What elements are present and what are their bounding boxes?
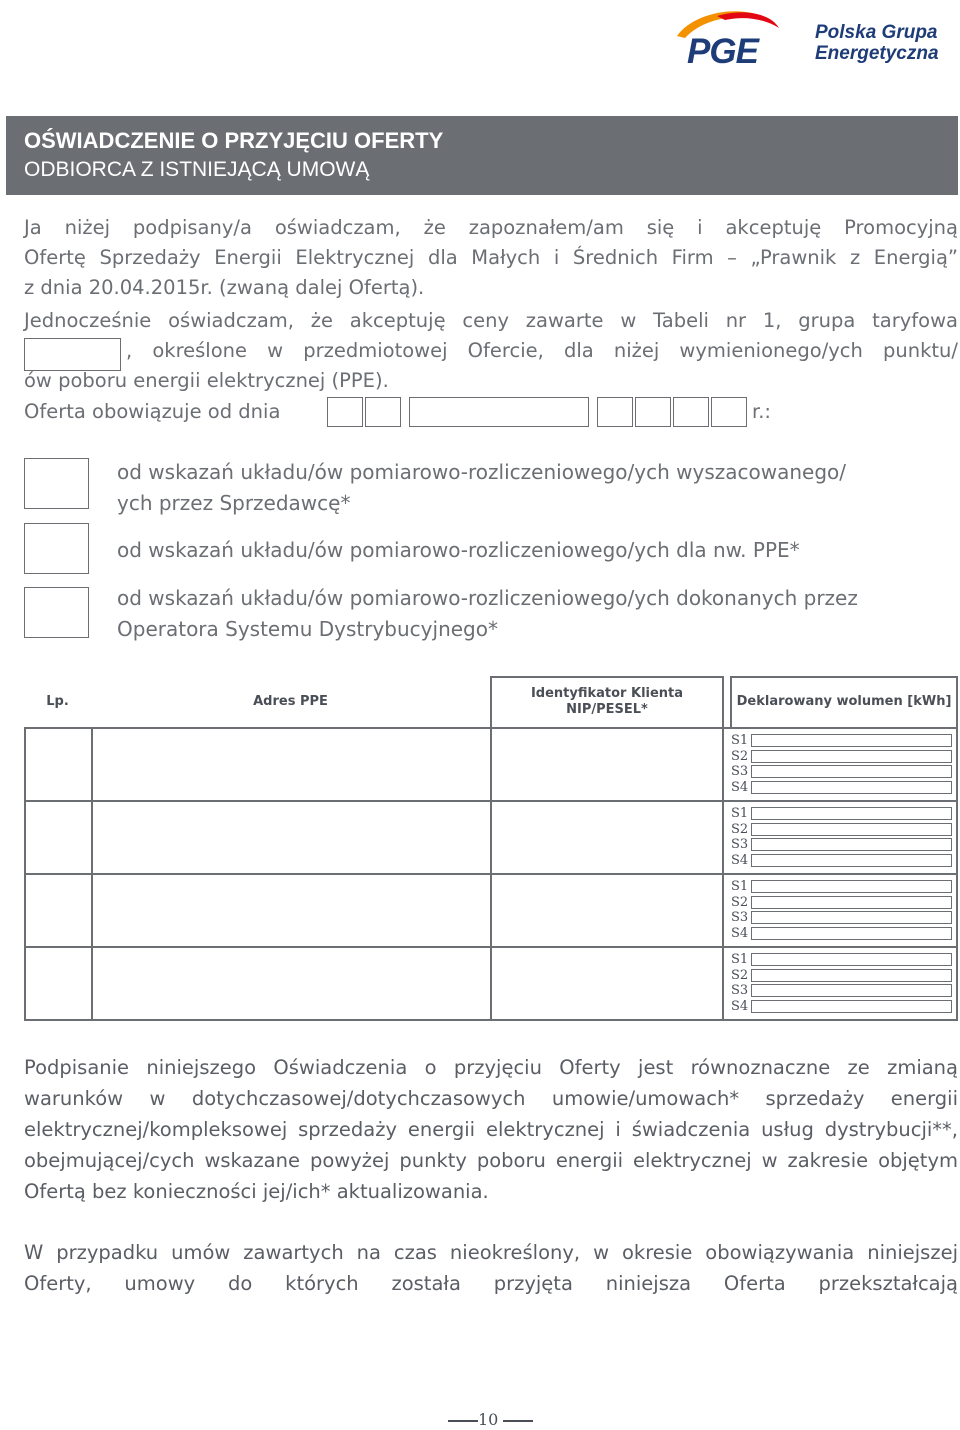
column-header-identifier-line2: NIP/PESEL* <box>566 702 648 717</box>
zone-label: S3 <box>731 910 749 925</box>
option-label-operator-line1: od wskazań układu/ów pomiarowo-rozliczeniowego/ych dokonanych przez <box>117 586 858 610</box>
column-header-volume: Deklarowany wolumen [kWh] <box>736 694 952 709</box>
zone-label: S2 <box>731 967 749 983</box>
date-year-digit-4[interactable] <box>711 397 747 427</box>
zone-volume-field[interactable] <box>751 823 952 836</box>
footer-paragraph-2: W przypadku umów zawartych na czas nieokreślony, w okresie obowiązywania niniejszej Oferty, umowy do których została przyjęta niniejsza Oferta przekształcają <box>24 1241 958 1295</box>
page-number: 10 <box>478 1410 499 1429</box>
zone-label: S3 <box>731 764 749 779</box>
document-subtitle: ODBIORCA Z ISTNIEJĄCĄ UMOWĄ <box>24 158 370 181</box>
zone-label: S1 <box>731 733 749 748</box>
zone-volume-field[interactable] <box>751 969 952 982</box>
zone-label: S1 <box>731 952 749 967</box>
zone-volume-field[interactable] <box>751 927 952 940</box>
date-day-digit-2[interactable] <box>365 397 401 427</box>
date-month-field[interactable] <box>409 397 589 427</box>
column-header-identifier-line1: Identyfikator Klienta <box>530 686 684 701</box>
zone-label: S3 <box>731 983 749 998</box>
date-year-digit-3[interactable] <box>673 397 709 427</box>
zone-label: S1 <box>731 806 749 821</box>
date-year-digit-1[interactable] <box>597 397 633 427</box>
zone-label: S2 <box>731 748 749 764</box>
zone-label: S1 <box>731 879 749 894</box>
zone-label: S4 <box>731 852 749 868</box>
zone-volume-field[interactable] <box>751 750 952 763</box>
option-label-ppe: od wskazań układu/ów pomiarowo-rozliczeniowego/ych dla nw. PPE* <box>117 538 800 562</box>
intro-line-3: z dnia 20.04.2015r. (zwaną dalej Ofertą). <box>24 276 425 299</box>
zone-label: S4 <box>731 779 749 795</box>
zone-volume-field[interactable] <box>751 1000 952 1013</box>
date-label: Oferta obowiązuje od dnia <box>24 400 281 423</box>
zone-volume-field[interactable] <box>751 953 952 966</box>
zone-volume-field[interactable] <box>751 911 952 924</box>
zone-volume-field[interactable] <box>751 734 952 747</box>
zone-volume-field[interactable] <box>751 880 952 893</box>
column-header-identifier <box>490 686 724 718</box>
date-day-digit-1[interactable] <box>327 397 363 427</box>
zone-volume-field[interactable] <box>751 854 952 867</box>
option-checkbox-operator[interactable] <box>24 587 89 638</box>
column-header-lp: Lp. <box>46 694 69 709</box>
intro-line-6: ów poboru energii elektrycznej (PPE). <box>24 369 389 392</box>
zone-volume-field[interactable] <box>751 984 952 997</box>
pge-logo <box>655 6 955 70</box>
option-label-operator-line2: Operatora Systemu Dystrybucyjnego* <box>117 617 498 641</box>
zone-volume-field[interactable] <box>751 838 952 851</box>
intro-line-5: , określone w przedmiotowej Ofercie, dla niżej wymienionego/ych punktu/ <box>126 339 958 362</box>
option-checkbox-estimated[interactable] <box>24 458 89 509</box>
zone-label: S4 <box>731 925 749 941</box>
option-checkbox-ppe[interactable] <box>24 523 89 574</box>
intro-line-2: Ofertę Sprzedaży Energii Elektrycznej dla Małych i Średnich Firm – „Prawnik z Energią” <box>24 246 958 269</box>
zone-label: S2 <box>731 821 749 837</box>
brand-name-line2: Energetyczna <box>815 43 939 64</box>
option-label-estimated-line2: ych przez Sprzedawcę* <box>117 491 351 515</box>
zone-label: S3 <box>731 837 749 852</box>
option-label-estimated-line1: od wskazań układu/ów pomiarowo-rozliczeniowego/ych wyszacowanego/ <box>117 460 846 484</box>
page-number-rule-right <box>503 1420 533 1422</box>
brand-name <box>815 22 939 64</box>
intro-line-1: Ja niżej podpisany/a oświadczam, że zapoznałem/am się i akceptuję Promocyjną <box>24 216 958 239</box>
zone-volume-field[interactable] <box>751 781 952 794</box>
date-suffix: r.: <box>752 400 771 423</box>
zone-volume-field[interactable] <box>751 765 952 778</box>
zone-volume-field[interactable] <box>751 896 952 909</box>
brand-name-line1: Polska Grupa <box>815 22 938 43</box>
footer-paragraph-1: Podpisanie niniejszego Oświadczenia o przyjęciu Oferty jest równoznaczne ze zmianą warunków w dotychczasowej/dotychczasowych umowie/umowach* sprzedaży energii elektrycznej/kompleksowej sprzedaży energii elektrycznej i świadczenia usług dystrybucji**, obejmującej/cych wskazane powyżej punkty poboru energii elektrycznej w zakresie objętym Ofertą bez konieczności jej/ich* aktualizowania. <box>24 1056 958 1203</box>
page-number-rule-left <box>448 1420 478 1422</box>
zone-label: S4 <box>731 998 749 1014</box>
date-year-digit-2[interactable] <box>635 397 671 427</box>
intro-line-4: Jednocześnie oświadczam, że akceptuję ceny zawarte w Tabeli nr 1, grupa taryfowa <box>24 309 958 332</box>
zone-volume-field[interactable] <box>751 807 952 820</box>
brand-word: PGE <box>687 32 758 71</box>
column-header-address: Adres PPE <box>253 694 328 709</box>
document-title: OŚWIADCZENIE O PRZYJĘCIU OFERTY <box>24 128 444 153</box>
zone-label: S2 <box>731 894 749 910</box>
